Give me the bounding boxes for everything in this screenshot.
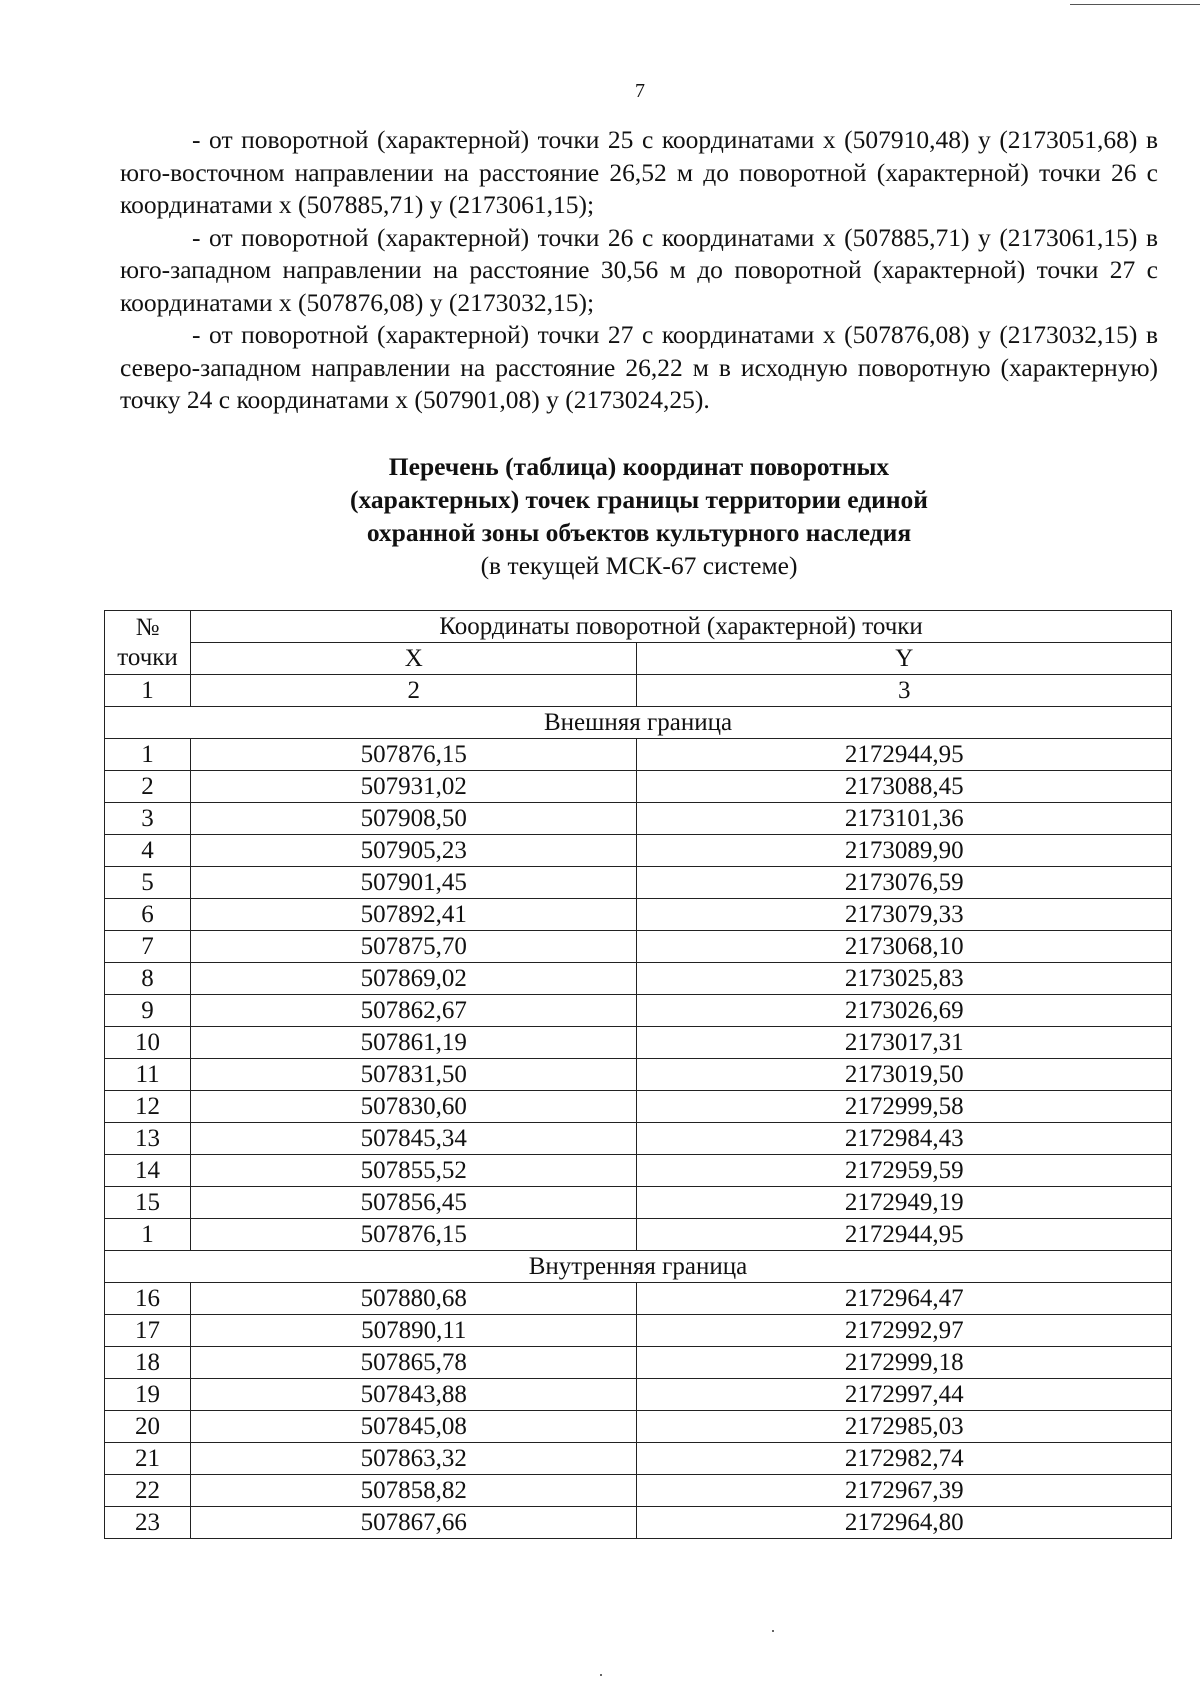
- point-number-cell: 2: [105, 771, 191, 803]
- x-coordinate-cell: 507901,45: [191, 867, 637, 899]
- point-number-cell: 17: [105, 1315, 191, 1347]
- paragraph: - от поворотной (характерной) точки 25 с координатами х (507910,48) у (2173051,68) в юго-восточном направлении на расстояние 26,52 м до поворотной (характерной) точки 26 с координатами х (507885,71) у (2173061,15);: [120, 125, 1158, 219]
- table-row: [105, 771, 1172, 803]
- point-number-cell: 23: [105, 1507, 191, 1539]
- y-coordinate-cell: 2173025,83: [637, 963, 1172, 995]
- table-row: [105, 1027, 1172, 1059]
- table-row: [105, 1187, 1172, 1219]
- point-number-cell: 3: [105, 803, 191, 835]
- y-coordinate-cell: 2172984,43: [637, 1123, 1172, 1155]
- table-row: [105, 867, 1172, 899]
- point-number-cell: 12: [105, 1091, 191, 1123]
- y-coordinate-cell: 2173088,45: [637, 771, 1172, 803]
- heading-line: (характерных) точек границы территории единой: [350, 485, 928, 514]
- point-number-cell: 9: [105, 995, 191, 1027]
- table-index-row: [105, 675, 1172, 707]
- coordinates-table: [104, 610, 1172, 1539]
- heading-line: охранной зоны объектов культурного наследия: [366, 518, 912, 547]
- x-coordinate-cell: 507865,78: [191, 1347, 637, 1379]
- y-coordinate-cell: 2172985,03: [637, 1411, 1172, 1443]
- point-number-cell: 14: [105, 1155, 191, 1187]
- x-coordinate-cell: 507869,02: [191, 963, 637, 995]
- table-row: [105, 1091, 1172, 1123]
- y-coordinate-cell: 2172949,19: [637, 1187, 1172, 1219]
- section-title: Внутренняя граница: [105, 1251, 1172, 1283]
- table-row: [105, 1379, 1172, 1411]
- table-row: [105, 899, 1172, 931]
- y-coordinate-cell: 2173019,50: [637, 1059, 1172, 1091]
- y-coordinate-cell: 2172944,95: [637, 1219, 1172, 1251]
- x-coordinate-cell: 507830,60: [191, 1091, 637, 1123]
- header-num-label: точки: [117, 643, 178, 671]
- y-coordinate-cell: 2172999,58: [637, 1091, 1172, 1123]
- page-number: 7: [635, 80, 645, 102]
- y-coordinate-cell: 2173068,10: [637, 931, 1172, 963]
- section-row: [105, 1251, 1172, 1283]
- x-coordinate-cell: 507861,19: [191, 1027, 637, 1059]
- table-row: [105, 1315, 1172, 1347]
- point-number-cell: 1: [105, 1219, 191, 1251]
- point-number-cell: 16: [105, 1283, 191, 1315]
- point-number-cell: 8: [105, 963, 191, 995]
- point-number-cell: 15: [105, 1187, 191, 1219]
- point-number-cell: 6: [105, 899, 191, 931]
- table-body: [105, 707, 1172, 1539]
- x-coordinate-cell: 507875,70: [191, 931, 637, 963]
- table-row: [105, 995, 1172, 1027]
- table-row: [105, 1475, 1172, 1507]
- y-coordinate-cell: 2172959,59: [637, 1155, 1172, 1187]
- point-number-cell: 21: [105, 1443, 191, 1475]
- y-coordinate-cell: 2173089,90: [637, 835, 1172, 867]
- y-coordinate-cell: 2173076,59: [637, 867, 1172, 899]
- x-coordinate-cell: 507856,45: [191, 1187, 637, 1219]
- table-row: [105, 963, 1172, 995]
- x-coordinate-cell: 507908,50: [191, 803, 637, 835]
- index-cell: 1: [105, 675, 191, 707]
- heading-subtitle: (в текущей МСК-67 системе): [480, 551, 798, 580]
- header-num-symbol: №: [135, 613, 160, 641]
- scan-speck: [772, 1630, 774, 1632]
- x-coordinate-cell: 507876,15: [191, 1219, 637, 1251]
- paragraph: - от поворотной (характерной) точки 26 с координатами х (507885,71) у (2173061,15) в юго-западном направлении на расстояние 30,56 м до поворотной (характерной) точки 27 с координатами х (507876,08) у (2173032,15);: [120, 222, 1158, 317]
- y-coordinate-cell: 2173026,69: [637, 995, 1172, 1027]
- point-number-cell: 5: [105, 867, 191, 899]
- table-header-row: [105, 611, 1172, 643]
- y-coordinate-cell: 2173079,33: [637, 899, 1172, 931]
- table-row: [105, 803, 1172, 835]
- x-coordinate-cell: 507855,52: [191, 1155, 637, 1187]
- y-coordinate-cell: 2173017,31: [637, 1027, 1172, 1059]
- x-coordinate-cell: 507831,50: [191, 1059, 637, 1091]
- x-coordinate-cell: 507876,15: [191, 739, 637, 771]
- x-coordinate-cell: 507867,66: [191, 1507, 637, 1539]
- header-coordinates: Координаты поворотной (характерной) точки: [191, 611, 1172, 643]
- point-number-cell: 18: [105, 1347, 191, 1379]
- table-row: [105, 1123, 1172, 1155]
- paragraph: - от поворотной (характерной) точки 27 с координатами х (507876,08) у (2173032,15) в северо-западном направлении на расстояние 26,22 м в исходную поворотную (характерную) точку 24 с координатами х (507901,08) у (2173024,25).: [120, 320, 1158, 414]
- y-coordinate-cell: 2172964,80: [637, 1507, 1172, 1539]
- index-cell: 2: [191, 675, 637, 707]
- x-coordinate-cell: 507905,23: [191, 835, 637, 867]
- point-number-cell: 1: [105, 739, 191, 771]
- index-cell: 3: [637, 675, 1172, 707]
- table-row: [105, 1283, 1172, 1315]
- body-text: [120, 124, 1158, 417]
- table-row: [105, 1155, 1172, 1187]
- table-row: [105, 1219, 1172, 1251]
- table-row: [105, 931, 1172, 963]
- table-row: [105, 1507, 1172, 1539]
- y-coordinate-cell: 2172944,95: [637, 739, 1172, 771]
- section-row: [105, 707, 1172, 739]
- scan-speck: [600, 1674, 602, 1676]
- top-edge-line: [1070, 4, 1200, 5]
- table-row: [105, 1443, 1172, 1475]
- heading-line: Перечень (таблица) координат поворотных: [388, 452, 890, 481]
- x-coordinate-cell: 507845,34: [191, 1123, 637, 1155]
- y-coordinate-cell: 2172999,18: [637, 1347, 1172, 1379]
- point-number-cell: 19: [105, 1379, 191, 1411]
- y-coordinate-cell: 2172992,97: [637, 1315, 1172, 1347]
- point-number-cell: 4: [105, 835, 191, 867]
- section-title: Внешняя граница: [105, 707, 1172, 739]
- header-y: Y: [637, 643, 1172, 675]
- point-number-cell: 13: [105, 1123, 191, 1155]
- y-coordinate-cell: 2172964,47: [637, 1283, 1172, 1315]
- y-coordinate-cell: 2172967,39: [637, 1475, 1172, 1507]
- y-coordinate-cell: 2172997,44: [637, 1379, 1172, 1411]
- y-coordinate-cell: 2173101,36: [637, 803, 1172, 835]
- table-row: [105, 1059, 1172, 1091]
- x-coordinate-cell: 507862,67: [191, 995, 637, 1027]
- header-point-number: [105, 611, 191, 675]
- y-coordinate-cell: 2172982,74: [637, 1443, 1172, 1475]
- x-coordinate-cell: 507845,08: [191, 1411, 637, 1443]
- point-number-cell: 20: [105, 1411, 191, 1443]
- table-row: [105, 1347, 1172, 1379]
- x-coordinate-cell: 507863,32: [191, 1443, 637, 1475]
- point-number-cell: 22: [105, 1475, 191, 1507]
- table-heading: [120, 450, 1158, 582]
- x-coordinate-cell: 507880,68: [191, 1283, 637, 1315]
- x-coordinate-cell: 507890,11: [191, 1315, 637, 1347]
- point-number-cell: 7: [105, 931, 191, 963]
- header-x: X: [191, 643, 637, 675]
- x-coordinate-cell: 507931,02: [191, 771, 637, 803]
- point-number-cell: 11: [105, 1059, 191, 1091]
- x-coordinate-cell: 507892,41: [191, 899, 637, 931]
- x-coordinate-cell: 507858,82: [191, 1475, 637, 1507]
- point-number-cell: 10: [105, 1027, 191, 1059]
- table-row: [105, 1411, 1172, 1443]
- table-row: [105, 835, 1172, 867]
- table-subheader-row: [105, 643, 1172, 675]
- x-coordinate-cell: 507843,88: [191, 1379, 637, 1411]
- table-row: [105, 739, 1172, 771]
